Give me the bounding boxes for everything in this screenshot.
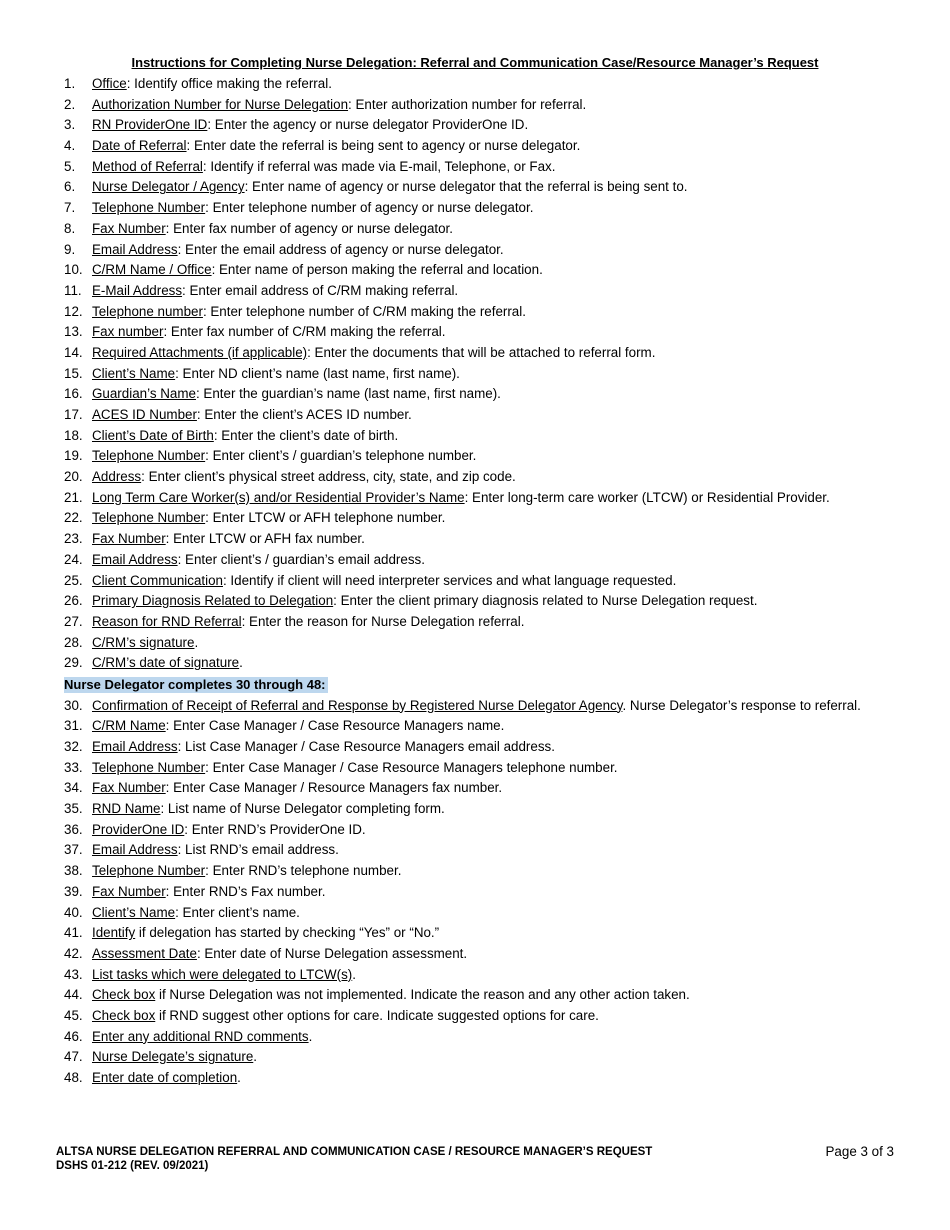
item-text: . bbox=[237, 1070, 241, 1085]
item-text: : Enter the client primary diagnosis related to Nurse Delegation request. bbox=[333, 593, 758, 609]
item-label: Enter date of completion bbox=[92, 1070, 238, 1085]
item-text: : List Case Manager / Case Resource Managers email address. bbox=[177, 739, 555, 754]
instruction-item bbox=[64, 780, 884, 796]
instruction-item bbox=[64, 179, 884, 195]
item-label: C/RM Name bbox=[92, 718, 166, 734]
item-text: : Enter authorization number for referral. bbox=[348, 96, 587, 112]
item-number: 38. bbox=[64, 863, 83, 879]
item-label: Client’s Name bbox=[92, 904, 176, 920]
instruction-item bbox=[64, 614, 884, 630]
item-text: : List name of Nurse Delegator completing form. bbox=[160, 801, 445, 817]
item-number: 23. bbox=[64, 531, 83, 547]
item-label: Email Address bbox=[92, 551, 178, 567]
item-number: 13. bbox=[64, 324, 83, 340]
item-number: 25. bbox=[64, 572, 83, 588]
item-number: 14. bbox=[64, 344, 83, 360]
item-number: 19. bbox=[64, 448, 83, 464]
item-number: 24. bbox=[64, 551, 83, 567]
instruction-item bbox=[64, 1049, 884, 1065]
item-text: : Enter long-term care worker (LTCW) or Residential Provider. bbox=[464, 489, 830, 505]
item-number: 15. bbox=[64, 365, 83, 381]
item-text: if delegation has started by checking “Yes” or “No.” bbox=[135, 925, 440, 941]
item-number: 30. bbox=[64, 697, 83, 713]
item-text: : Enter RND’s Fax number. bbox=[165, 883, 326, 899]
item-label: C/RM’s signature bbox=[92, 634, 195, 650]
item-number: 31. bbox=[64, 718, 83, 734]
item-text: : Enter the agency or nurse delegator ProviderOne ID. bbox=[207, 117, 529, 133]
form-title: ALTSA NURSE DELEGATION REFERRAL AND COMMUNICATION CASE / RESOURCE MANAGER’S REQUEST bbox=[56, 1146, 653, 1158]
item-label: Fax Number bbox=[92, 220, 166, 236]
item-number: 12. bbox=[64, 303, 83, 319]
instruction-item bbox=[64, 366, 884, 382]
item-label: Client’s Date of Birth bbox=[92, 427, 214, 443]
instruction-item bbox=[64, 925, 884, 941]
item-text: : Enter LTCW or AFH fax number. bbox=[165, 531, 365, 547]
instruction-item bbox=[64, 262, 884, 278]
item-text: . bbox=[253, 1049, 258, 1065]
instruction-item bbox=[64, 822, 884, 838]
item-label: Nurse Delegate’s signature bbox=[92, 1049, 254, 1065]
item-label: Long Term Care Worker(s) and/or Residential Provider’s Name bbox=[92, 489, 465, 505]
item-number: 29. bbox=[64, 655, 83, 671]
item-text: : Enter the reason for Nurse Delegation referral. bbox=[241, 613, 525, 629]
item-text: : Enter email address of C/RM making referral. bbox=[182, 282, 459, 298]
item-label: RN ProviderOne ID bbox=[92, 117, 208, 133]
instruction-item bbox=[64, 573, 884, 589]
item-number: 32. bbox=[64, 739, 83, 754]
item-number: 45. bbox=[64, 1007, 83, 1023]
item-number: 16. bbox=[64, 386, 83, 402]
item-label: Guardian’s Name bbox=[92, 386, 196, 402]
item-label: Authorization Number for Nurse Delegation bbox=[92, 96, 349, 112]
item-label: Method of Referral bbox=[92, 158, 203, 174]
instruction-item bbox=[64, 863, 884, 879]
item-number: 9. bbox=[64, 241, 76, 257]
item-label: Assessment Date bbox=[92, 945, 197, 961]
item-label: Email Address bbox=[92, 241, 178, 257]
instruction-item bbox=[64, 967, 884, 983]
item-text: . bbox=[308, 1028, 313, 1044]
item-label: C/RM’s date of signature bbox=[92, 655, 240, 671]
instruction-item bbox=[64, 987, 884, 1003]
item-number: 18. bbox=[64, 427, 83, 443]
item-number: 42. bbox=[64, 945, 83, 961]
item-text: . bbox=[239, 655, 243, 671]
instruction-item bbox=[64, 324, 884, 340]
item-number: 11. bbox=[64, 282, 82, 298]
page-title: Instructions for Completing Nurse Delegation: Referral and Communication Case/Resource Manager’s Request bbox=[131, 55, 819, 70]
item-label: Confirmation of Receipt of Referral and Response by Registered Nurse Delegator Agency bbox=[92, 697, 623, 713]
section-heading: Nurse Delegator completes 30 through 48: bbox=[64, 676, 326, 692]
item-text: : List RND’s email address. bbox=[177, 842, 339, 858]
item-label: Fax number bbox=[92, 324, 164, 340]
instruction-item bbox=[64, 304, 884, 320]
item-number: 43. bbox=[64, 966, 83, 982]
item-text: : Enter client’s / guardian’s email address. bbox=[177, 551, 425, 567]
instruction-item bbox=[64, 801, 884, 817]
item-text: : Enter Case Manager / Resource Managers fax number. bbox=[165, 780, 503, 796]
item-label: Telephone number bbox=[92, 303, 203, 319]
instruction-item bbox=[64, 698, 884, 714]
item-label: Primary Diagnosis Related to Delegation bbox=[92, 593, 334, 609]
item-number: 33. bbox=[64, 759, 83, 775]
item-number: 27. bbox=[64, 613, 83, 629]
item-text: : Enter date of Nurse Delegation assessment. bbox=[196, 945, 468, 961]
item-text: : Identify if referral was made via E-mail, Telephone, or Fax. bbox=[202, 158, 556, 174]
item-label: C/RM Name / Office bbox=[92, 262, 212, 278]
instruction-item bbox=[64, 469, 884, 485]
item-text: : Identify if client will need interpreter services and what language requested. bbox=[222, 572, 677, 588]
item-text: : Enter fax number of C/RM making the referral. bbox=[163, 324, 446, 340]
form-number: DSHS 01-212 (REV. 09/2021) bbox=[56, 1160, 209, 1172]
item-number: 10. bbox=[64, 262, 83, 278]
instruction-item bbox=[64, 593, 884, 609]
item-text: : Enter fax number of agency or nurse delegator. bbox=[165, 220, 453, 236]
item-text: : Enter client’s name. bbox=[175, 904, 300, 920]
item-text: . bbox=[352, 966, 356, 982]
item-label: ProviderOne ID bbox=[92, 821, 185, 837]
item-label: E-Mail Address bbox=[92, 282, 183, 298]
item-label: Telephone Number bbox=[92, 448, 206, 464]
item-text: if Nurse Delegation was not implemented. Indicate the reason and any other action taken. bbox=[155, 987, 690, 1003]
item-text: : Enter telephone number of agency or nurse delegator. bbox=[205, 200, 534, 216]
item-number: 48. bbox=[64, 1070, 83, 1085]
instruction-item bbox=[64, 842, 884, 858]
item-label: Address bbox=[92, 469, 142, 485]
item-text: : Enter the email address of agency or nurse delegator. bbox=[177, 241, 504, 257]
item-label: Telephone Number bbox=[92, 759, 206, 775]
item-number: 28. bbox=[64, 634, 83, 650]
item-number: 44. bbox=[64, 987, 83, 1003]
item-text: : Enter Case Manager / Case Resource Managers name. bbox=[165, 718, 505, 734]
item-label: Email Address bbox=[92, 842, 178, 858]
item-text: : Enter client’s physical street address, city, state, and zip code. bbox=[141, 469, 516, 485]
item-number: 17. bbox=[64, 407, 83, 422]
item-text: : Enter telephone number of C/RM making the referral. bbox=[202, 303, 526, 319]
item-label: Telephone Number bbox=[92, 863, 206, 879]
item-number: 2. bbox=[64, 96, 76, 112]
item-text: . bbox=[194, 634, 199, 650]
instruction-item bbox=[64, 407, 884, 423]
item-text: : Enter date the referral is being sent to agency or nurse delegator. bbox=[186, 138, 581, 154]
item-label: Telephone Number bbox=[92, 200, 206, 216]
item-label: Client Communication bbox=[92, 572, 223, 588]
instruction-item bbox=[64, 138, 884, 154]
instruction-item bbox=[64, 739, 884, 755]
instruction-item bbox=[64, 655, 884, 671]
instruction-item bbox=[64, 1029, 884, 1045]
instruction-item bbox=[64, 76, 884, 92]
item-label: Identify bbox=[92, 925, 136, 941]
item-label: Client’s Name bbox=[92, 365, 176, 381]
item-number: 35. bbox=[64, 801, 83, 817]
instruction-item bbox=[64, 428, 884, 444]
item-text: : Enter name of person making the referral and location. bbox=[211, 262, 543, 278]
item-number: 7. bbox=[64, 200, 76, 216]
instruction-item bbox=[64, 531, 884, 547]
item-text: : Enter ND client’s name (last name, first name). bbox=[175, 365, 460, 381]
page-number: Page 3 of 3 bbox=[825, 1144, 894, 1159]
item-number: 20. bbox=[64, 469, 83, 485]
item-number: 41. bbox=[64, 925, 83, 941]
instruction-item bbox=[64, 386, 884, 402]
item-number: 3. bbox=[64, 117, 76, 133]
item-number: 22. bbox=[64, 510, 83, 526]
instruction-item bbox=[64, 97, 884, 113]
item-label: Required Attachments (if applicable) bbox=[92, 344, 308, 360]
instruction-item bbox=[64, 884, 884, 900]
instruction-item bbox=[64, 1070, 884, 1086]
item-number: 6. bbox=[64, 179, 76, 195]
form-footer bbox=[56, 1145, 652, 1173]
item-text: : Enter Case Manager / Case Resource Managers telephone number. bbox=[205, 759, 618, 775]
instruction-item bbox=[64, 635, 884, 651]
item-label: Reason for RND Referral bbox=[92, 613, 242, 629]
item-number: 34. bbox=[64, 780, 83, 796]
instruction-item bbox=[64, 510, 884, 526]
item-number: 8. bbox=[64, 220, 76, 236]
instruction-item bbox=[64, 221, 884, 237]
item-text: : Enter client’s / guardian’s telephone number. bbox=[205, 448, 477, 464]
instruction-item bbox=[64, 448, 884, 464]
instruction-item bbox=[64, 490, 884, 506]
instructions-list bbox=[64, 76, 884, 1091]
item-text: : Identify office making the referral. bbox=[126, 76, 332, 91]
item-number: 5. bbox=[64, 158, 76, 174]
item-label: Check box bbox=[92, 1007, 156, 1023]
instruction-item bbox=[64, 242, 884, 258]
item-label: Fax Number bbox=[92, 883, 166, 899]
instruction-item bbox=[64, 760, 884, 776]
instruction-item bbox=[64, 1008, 884, 1024]
item-label: RND Name bbox=[92, 801, 161, 817]
item-text: if RND suggest other options for care. Indicate suggested options for care. bbox=[155, 1007, 599, 1023]
item-number: 26. bbox=[64, 593, 83, 609]
instruction-item bbox=[64, 117, 884, 133]
item-number: 36. bbox=[64, 821, 83, 837]
instruction-item bbox=[64, 345, 884, 361]
item-number: 46. bbox=[64, 1028, 83, 1044]
item-text: : Enter the client’s ACES ID number. bbox=[196, 407, 412, 422]
instruction-item bbox=[64, 159, 884, 175]
instruction-item bbox=[64, 200, 884, 216]
item-number: 37. bbox=[64, 842, 83, 858]
item-text: : Enter the documents that will be attached to referral form. bbox=[307, 344, 656, 360]
instruction-item bbox=[64, 718, 884, 734]
section-heading-row bbox=[64, 676, 884, 698]
item-label: Office bbox=[92, 76, 127, 91]
item-number: 4. bbox=[64, 138, 76, 154]
item-text: : Enter the client’s date of birth. bbox=[213, 427, 399, 443]
instruction-item bbox=[64, 905, 884, 921]
instruction-item bbox=[64, 552, 884, 568]
item-label: Telephone Number bbox=[92, 510, 206, 526]
item-number: 40. bbox=[64, 904, 83, 920]
item-text: : Enter RND’s ProviderOne ID. bbox=[184, 821, 366, 837]
item-label: Enter any additional RND comments bbox=[92, 1028, 309, 1044]
item-number: 21. bbox=[64, 489, 83, 505]
item-text: : Enter RND’s telephone number. bbox=[205, 863, 402, 879]
item-text: : Enter name of agency or nurse delegator that the referral is being sent to. bbox=[244, 179, 688, 195]
item-label: Fax Number bbox=[92, 780, 166, 796]
item-label: List tasks which were delegated to LTCW(s) bbox=[92, 966, 353, 982]
item-text: : Enter LTCW or AFH telephone number. bbox=[205, 510, 446, 526]
item-text: : Enter the guardian’s name (last name, first name). bbox=[195, 386, 501, 402]
item-label: Date of Referral bbox=[92, 138, 187, 154]
item-number: 1. bbox=[64, 76, 76, 91]
item-label: Check box bbox=[92, 987, 156, 1003]
instruction-item bbox=[64, 283, 884, 299]
item-number: 47. bbox=[64, 1049, 83, 1065]
item-label: Nurse Delegator / Agency bbox=[92, 179, 245, 195]
item-label: ACES ID Number bbox=[92, 407, 197, 422]
item-label: Fax Number bbox=[92, 531, 166, 547]
item-number: 39. bbox=[64, 883, 83, 899]
item-text: . Nurse Delegator’s response to referral. bbox=[622, 697, 861, 713]
item-label: Email Address bbox=[92, 739, 178, 754]
instruction-item bbox=[64, 946, 884, 962]
